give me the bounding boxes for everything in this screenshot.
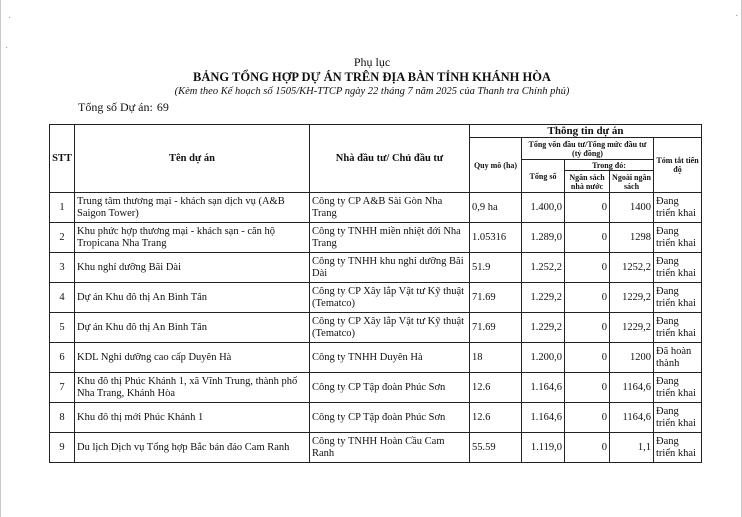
document-title: BẢNG TỔNG HỢP DỰ ÁN TRÊN ĐỊA BÀN TỈNH KHÁNH HÒA — [193, 70, 551, 84]
cell-total-capital: 1.400,0 — [522, 193, 565, 223]
cell-progress: Đang triển khai — [654, 373, 702, 403]
cell-total-capital: 1.229,2 — [522, 283, 565, 313]
cell-progress: Đang triển khai — [654, 193, 702, 223]
cell-project-name: Trung tâm thương mại - khách sạn dịch vụ (A&B Saigon Tower) — [75, 193, 310, 223]
cell-scale: 71.69 — [470, 313, 522, 343]
cell-non-state-budget: 1200 — [610, 343, 654, 373]
cell-state-budget: 0 — [565, 223, 610, 253]
cell-total-capital: 1.164,6 — [522, 403, 565, 433]
cell-project-name: KDL Nghỉ dưỡng cao cấp Duyên Hà — [75, 343, 310, 373]
scan-mark: · — [8, 13, 12, 24]
table-row — [50, 373, 702, 403]
project-table — [49, 124, 702, 463]
cell-non-state-budget: 1164,6 — [610, 403, 654, 433]
table-row — [50, 403, 702, 433]
cell-non-state-budget: 1164,6 — [610, 373, 654, 403]
cell-progress: Đang triển khai — [654, 223, 702, 253]
project-count-label: Tổng số Dự án: — [78, 100, 153, 114]
appendix-label: Phụ lục — [353, 55, 391, 69]
header-non-state-budget: Ngoài ngân sách — [610, 171, 654, 193]
header-stt: STT — [50, 125, 75, 193]
cell-total-capital: 1.164,6 — [522, 373, 565, 403]
cell-total-capital: 1.252,2 — [522, 253, 565, 283]
cell-non-state-budget: 1,1 — [610, 433, 654, 463]
cell-state-budget: 0 — [565, 373, 610, 403]
cell-investor: Công ty TNHH Hoàn Cầu Cam Ranh — [310, 433, 470, 463]
table-row — [50, 193, 702, 223]
cell-project-name: Dự án Khu đô thị An Bình Tân — [75, 283, 310, 313]
cell-state-budget: 0 — [565, 193, 610, 223]
cell-state-budget: 0 — [565, 313, 610, 343]
cell-state-budget: 0 — [565, 283, 610, 313]
cell-scale: 55.59 — [470, 433, 522, 463]
header-progress: Tóm tắt tiến độ — [654, 138, 702, 193]
cell-progress: Đang triển khai — [654, 253, 702, 283]
cell-project-name: Khu phức hợp thương mại - khách sạn - căn hộ Tropicana Nha Trang — [75, 223, 310, 253]
cell-investor: Công ty CP Xây lắp Vật tư Kỹ thuật (Tematco) — [310, 283, 470, 313]
cell-total-capital: 1.289,0 — [522, 223, 565, 253]
header-total: Tổng số — [522, 160, 565, 193]
cell-scale: 1.05316 — [470, 223, 522, 253]
cell-non-state-budget: 1298 — [610, 223, 654, 253]
table-row — [50, 223, 702, 253]
cell-stt: 4 — [50, 283, 75, 313]
cell-progress: Đang triển khai — [654, 313, 702, 343]
cell-scale: 12.6 — [470, 403, 522, 433]
cell-investor: Công ty CP A&B Sài Gòn Nha Trang — [310, 193, 470, 223]
table-row — [50, 283, 702, 313]
cell-stt: 5 — [50, 313, 75, 343]
cell-investor: Công ty TNHH Duyên Hà — [310, 343, 470, 373]
cell-scale: 12.6 — [470, 373, 522, 403]
table-row — [50, 343, 702, 373]
table-row — [50, 313, 702, 343]
cell-progress: Đang triển khai — [654, 403, 702, 433]
cell-project-name: Khu đô thị mới Phúc Khánh 1 — [75, 403, 310, 433]
header-investor: Nhà đầu tư/ Chủ đầu tư — [310, 125, 470, 193]
cell-non-state-budget: 1229,2 — [610, 283, 654, 313]
cell-non-state-budget: 1252,2 — [610, 253, 654, 283]
scan-mark: · — [5, 43, 9, 54]
cell-state-budget: 0 — [565, 343, 610, 373]
header-of-which: Trong đó: — [565, 160, 654, 171]
cell-stt: 9 — [50, 433, 75, 463]
cell-scale: 71.69 — [470, 283, 522, 313]
project-count — [78, 100, 169, 115]
cell-stt: 1 — [50, 193, 75, 223]
cell-stt: 2 — [50, 223, 75, 253]
header-project-name: Tên dự án — [75, 125, 310, 193]
cell-investor: Công ty TNHH khu nghỉ dưỡng Bãi Dài — [310, 253, 470, 283]
cell-stt: 7 — [50, 373, 75, 403]
table-row — [50, 253, 702, 283]
header-capital: Tổng vốn đầu tư/Tổng mức đầu tư (tỷ đồng) — [522, 138, 654, 160]
cell-progress: Đã hoàn thành — [654, 343, 702, 373]
cell-total-capital: 1.229,2 — [522, 313, 565, 343]
cell-investor: Công ty CP Tập đoàn Phúc Sơn — [310, 373, 470, 403]
cell-investor: Công ty TNHH miền nhiệt đới Nha Trang — [310, 223, 470, 253]
table-row — [50, 433, 702, 463]
cell-investor: Công ty CP Xây lắp Vật tư Kỹ thuật (Tematco) — [310, 313, 470, 343]
cell-progress: Đang triển khai — [654, 433, 702, 463]
cell-stt: 6 — [50, 343, 75, 373]
cell-scale: 0,9 ha — [470, 193, 522, 223]
header-scale: Quy mô (ha) — [470, 138, 522, 193]
header-project-info: Thông tin dự án — [470, 125, 702, 138]
cell-state-budget: 0 — [565, 403, 610, 433]
cell-stt: 8 — [50, 403, 75, 433]
cell-project-name: Dự án Khu đô thị An Bình Tân — [75, 313, 310, 343]
cell-scale: 51.9 — [470, 253, 522, 283]
cell-non-state-budget: 1400 — [610, 193, 654, 223]
cell-state-budget: 0 — [565, 433, 610, 463]
cell-project-name: Khu nghỉ dưỡng Bãi Dài — [75, 253, 310, 283]
cell-total-capital: 1.200,0 — [522, 343, 565, 373]
cell-project-name: Du lịch Dịch vụ Tổng hợp Bắc bán đảo Cam Ranh — [75, 433, 310, 463]
scan-mark: · — [735, 11, 739, 22]
header-state-budget: Ngân sách nhà nước — [565, 171, 610, 193]
cell-progress: Đang triển khai — [654, 283, 702, 313]
cell-scale: 18 — [470, 343, 522, 373]
document-note: (Kèm theo Kế hoạch số 1505/KH-TTCP ngày 22 tháng 7 năm 2025 của Thanh tra Chính phủ) — [174, 86, 570, 97]
cell-non-state-budget: 1229,2 — [610, 313, 654, 343]
project-count-value: 69 — [156, 100, 169, 114]
cell-total-capital: 1.119,0 — [522, 433, 565, 463]
cell-stt: 3 — [50, 253, 75, 283]
cell-project-name: Khu đô thị Phúc Khánh 1, xã Vĩnh Trung, thành phố Nha Trang, Khánh Hòa — [75, 373, 310, 403]
cell-state-budget: 0 — [565, 253, 610, 283]
cell-investor: Công ty CP Tập đoàn Phúc Sơn — [310, 403, 470, 433]
